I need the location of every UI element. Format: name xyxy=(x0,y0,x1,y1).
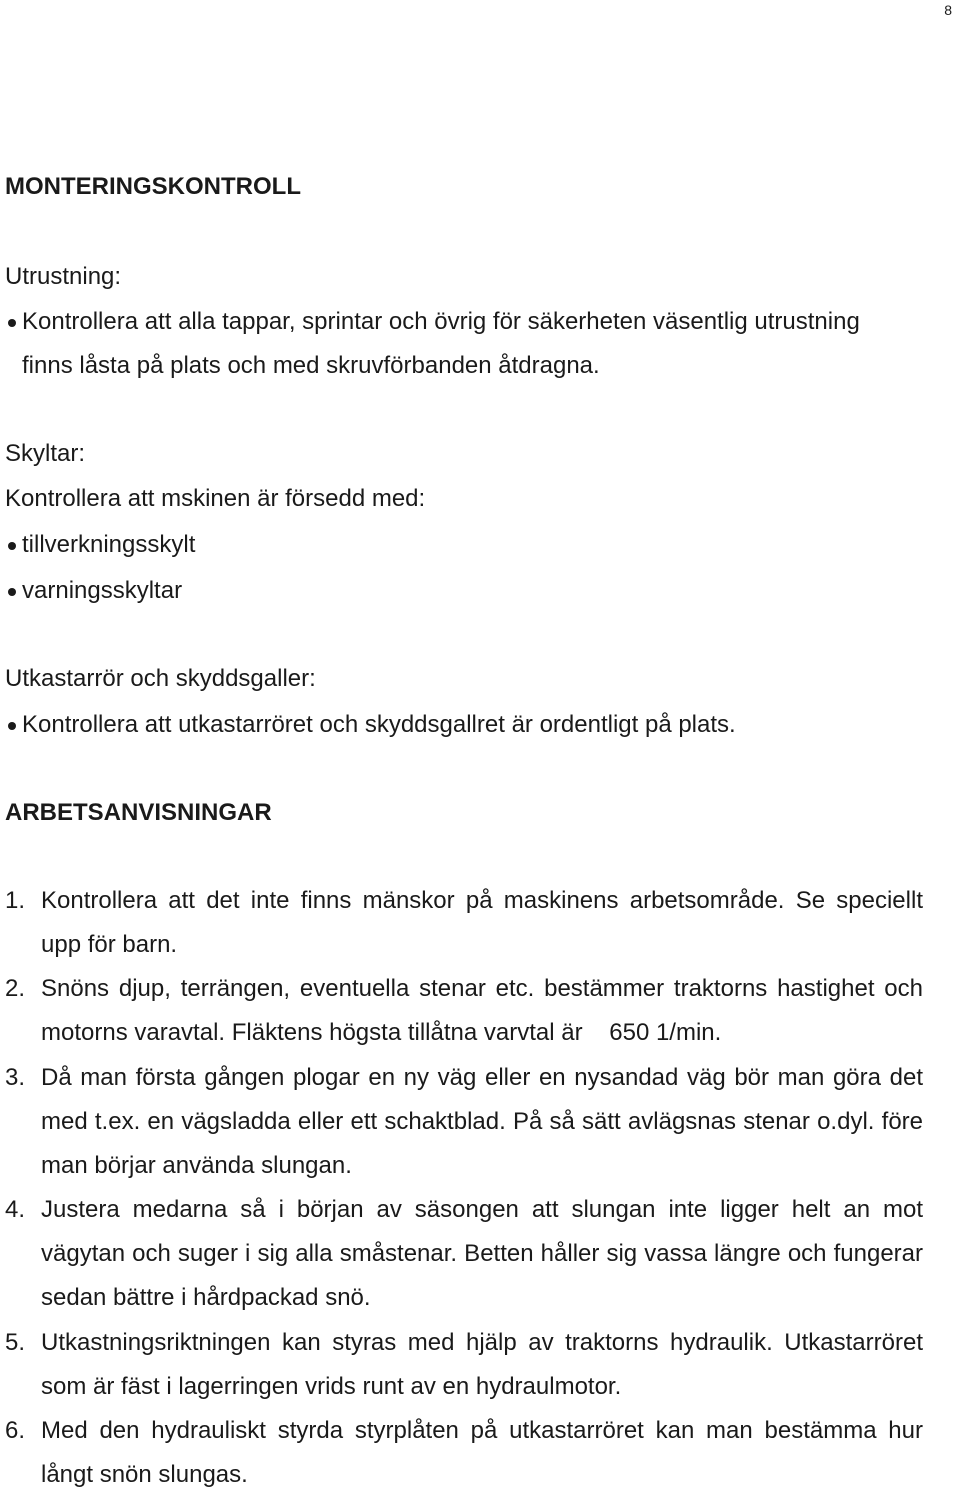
bullet-icon xyxy=(8,542,16,550)
bullet-icon xyxy=(8,319,16,327)
numbered-item xyxy=(5,1321,923,1409)
numbered-item xyxy=(5,1056,923,1188)
item-number: 5. xyxy=(5,1329,26,1356)
item-number: 1. xyxy=(5,887,26,914)
page-number: 8 xyxy=(944,2,952,18)
utrustning-label: Utrustning: xyxy=(5,263,122,290)
item-text: Då man första gången plogar en ny väg eller en nysandad väg bör man göra det med t.ex. en vägsladda eller ett schaktblad. På så sätt avlägsnas stenar o.dyl. före man börjar använda slungan. xyxy=(41,1064,923,1179)
list-item-text: varningsskyltar xyxy=(22,577,183,604)
numbered-item xyxy=(5,879,923,967)
item-text: Justera medarna så i början av säsongen att slungan inte ligger helt an mot vägytan och suger i sig alla småstenar. Betten håller sig vassa längre och fungerar sedan bättre i hårdpackad snö. xyxy=(41,1196,923,1311)
utkastarror-label: Utkastarrör och skyddsgaller: xyxy=(5,665,316,692)
numbered-item xyxy=(5,967,923,1055)
item-text: Utkastningsriktningen kan styras med hjälp av traktorns hydraulik. Utkastarröret som är fäst i lagerringen vrids runt av en hydraulmotor. xyxy=(41,1329,923,1400)
arbetsanvisningar-title: ARBETSANVISNINGAR xyxy=(5,799,272,826)
item-number: 2. xyxy=(5,975,26,1002)
item-number: 6. xyxy=(5,1417,26,1444)
bullet-icon xyxy=(8,588,16,596)
list-item-text: Kontrollera att alla tappar, sprintar och övrig för säkerheten väsentlig utrustning xyxy=(22,308,860,335)
item-text: Kontrollera att det inte finns mänskor på maskinens arbetsområde. Se speciellt upp för barn. xyxy=(41,887,923,958)
skyltar-label: Skyltar: xyxy=(5,440,86,467)
numbered-item xyxy=(5,1188,923,1320)
list-item-text: tillverkningsskylt xyxy=(22,531,196,558)
list-item-continuation: finns låsta på plats och med skruvförbanden åtdragna. xyxy=(22,352,600,379)
skyltar-intro: Kontrollera att mskinen är försedd med: xyxy=(5,485,426,512)
item-text: Snöns djup, terrängen, eventuella stenar etc. bestämmer traktorns hastighet och motorns varavtal. Fläktens högsta tillåtna varvtal är 650 1/min. xyxy=(41,975,923,1046)
item-number: 4. xyxy=(5,1196,26,1223)
list-item-text: Kontrollera att utkastarröret och skyddsgallret är ordentligt på plats. xyxy=(22,711,736,738)
numbered-item xyxy=(5,1409,923,1497)
item-text: Med den hydrauliskt styrda styrplåten på utkastarröret kan man bestämma hur långt snön slungas. xyxy=(41,1417,923,1488)
bullet-icon xyxy=(8,722,16,730)
section-title: MONTERINGSKONTROLL xyxy=(5,173,301,200)
item-number: 3. xyxy=(5,1064,26,1091)
